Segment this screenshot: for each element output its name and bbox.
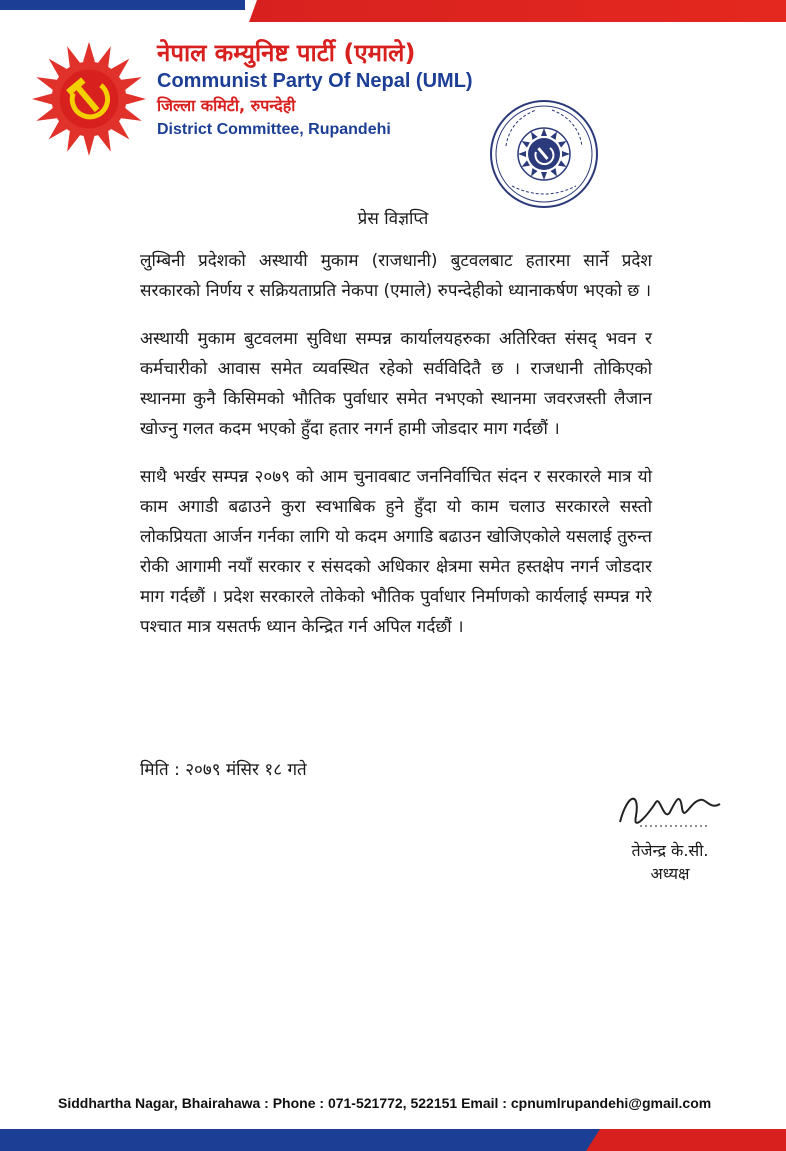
- signer-name: तेजेन्द्र के.सी.: [631, 841, 709, 860]
- signature-block: [600, 782, 740, 886]
- top-blue-stripe: [0, 0, 250, 10]
- paragraph-2: अस्थायी मुकाम बुटवलमा सुविधा सम्पन्न कार्यालयहरुका अतिरिक्त संसद् भवन र कर्मचारीको आवास समेत व्यवस्थित रहेको सर्वविदितै छ । राजधानी तोकिएको स्थानमा कुनै किसिमको भौतिक पुर्वाधार समेत नभएको स्थानमा जवरजस्ती लैजान खोज्नु गलत कदम भएको हुँदा हतार नगर्न हामी जोडदार माग गर्दछौं ।: [140, 329, 652, 439]
- handwritten-signature-icon: [610, 782, 730, 840]
- party-name-nepali: नेपाल कम्युनिष्ट पार्टी (एमाले): [157, 39, 416, 67]
- committee-name-english: District Committee, Rupandehi: [157, 121, 391, 138]
- district-committee-seal-icon: [488, 98, 600, 210]
- committee-name-nepali: जिल्ला कमिटी, रुपन्देही: [157, 96, 296, 115]
- paragraph-3: साथै भर्खर सम्पन्न २०७९ को आम चुनावबाट जननिर्वाचित संदन र सरकारले मात्र यो काम अगाडी बढाउने कुरा स्वभाबिक हुने हुँदा यो काम चलाउ सरकारले सस्तो लोकप्रियता आर्जन गर्नका लागि यो कदम अगाडि बढाउन खोजिएकोले यसलाई तुरुन्त रोकी आगामी नयाँ सरकार र संसदको अधिकार क्षेत्रमा समेत हस्तक्षेप नगर्न जोडदार माग गर्दछौं । प्रदेश सरकारले तोकेको भौतिक पुर्वाधार निर्माणको कार्यलाई सम्पन्न गरे पश्चात मात्र यसतर्फ ध्यान केन्द्रित गर्न अपिल गर्दछौं ।: [140, 467, 652, 637]
- party-letterhead: [157, 38, 473, 142]
- signer-title: अध्यक्ष: [650, 864, 690, 883]
- party-name-english: Communist Party Of Nepal (UML): [157, 70, 473, 92]
- hammer-sickle-sun-logo-icon: [30, 40, 148, 158]
- paragraph-1: लुम्बिनी प्रदेशको अस्थायी मुकाम (राजधानी) बुटवलबाट हतारमा सार्ने प्रदेश सरकारको निर्णय र सक्रियताप्रति नेकपा (एमाले) रुपन्देहीको ध्यानाकर्षण भएको छ ।: [140, 251, 652, 301]
- footer-contact: Siddhartha Nagar, Bhairahawa : Phone : 071-521772, 522151 Email : cpnumlrupandehi@gmail.com: [58, 1095, 712, 1111]
- document-title: प्रेस विज्ञप्ति: [357, 209, 429, 229]
- top-red-stripe: [245, 0, 786, 22]
- document-date: मिति : २०७९ मंसिर १८ गते: [140, 760, 307, 780]
- bottom-red-stripe: [586, 1129, 786, 1151]
- document-body: [140, 246, 652, 660]
- bottom-blue-stripe: [0, 1129, 600, 1151]
